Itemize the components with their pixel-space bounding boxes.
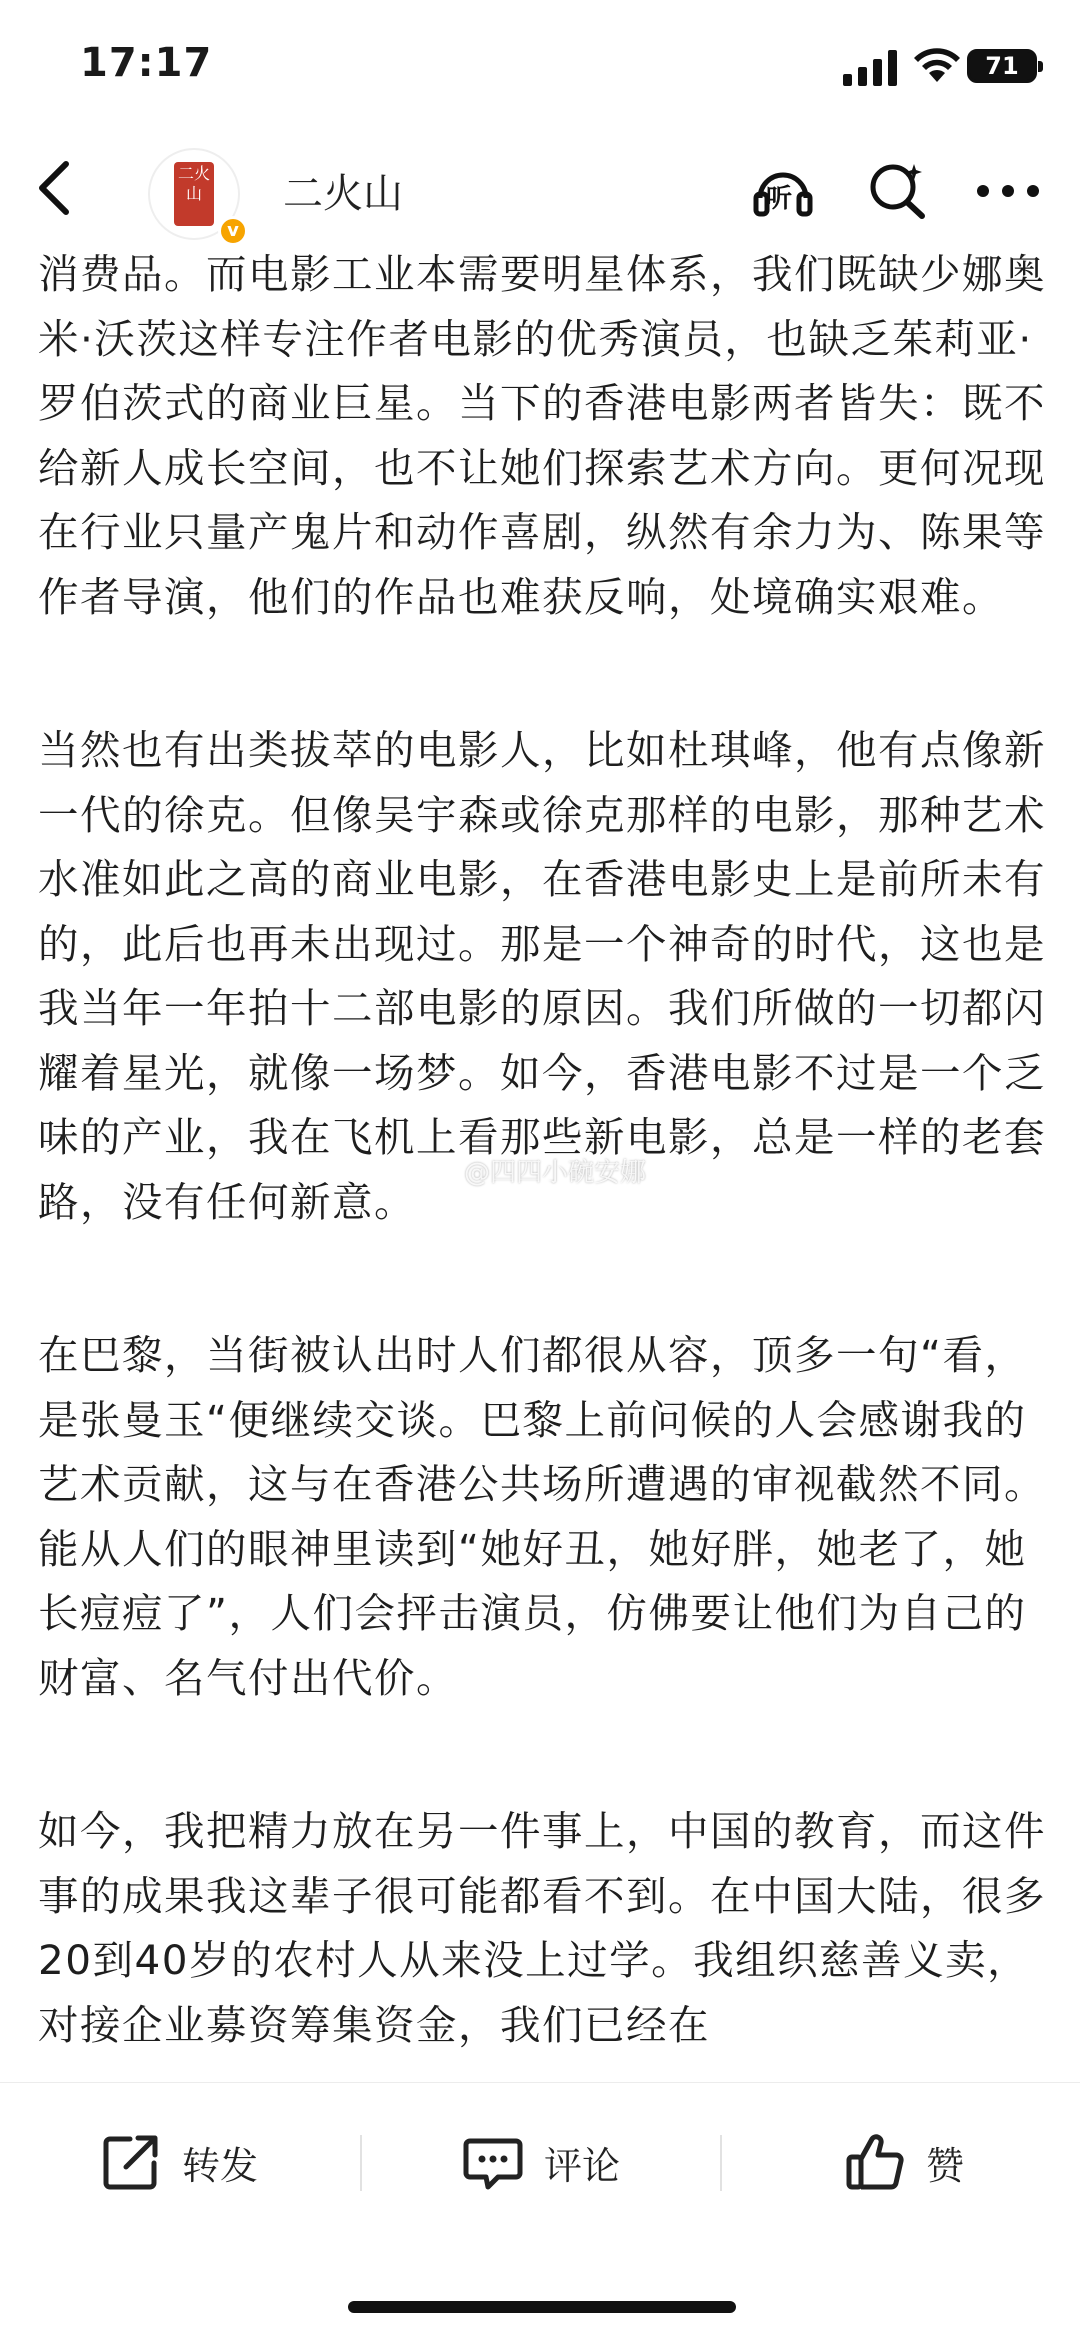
status-time: 17:17	[80, 40, 213, 86]
bottom-action-bar	[0, 2082, 1080, 2339]
status-bar	[0, 0, 1080, 130]
verified-badge: v	[218, 216, 248, 246]
like-button[interactable]	[844, 2127, 964, 2197]
like-label: 赞	[926, 2143, 965, 2188]
divider	[720, 2135, 722, 2191]
username[interactable]: 二火山	[283, 171, 403, 217]
repost-button[interactable]	[100, 2127, 258, 2197]
battery-indicator: 71	[967, 49, 1037, 83]
avatar-logo	[174, 162, 214, 226]
comment-label: 评论	[544, 2143, 621, 2188]
more-icon[interactable]	[976, 184, 1040, 198]
comment-button[interactable]	[462, 2127, 620, 2197]
cellular-signal-icon	[843, 50, 899, 86]
search-icon[interactable]	[866, 158, 928, 220]
repost-icon	[100, 2131, 162, 2193]
paragraph: 当然也有出类拔萃的电影人，比如杜琪峰，他有点像新一代的徐克。但像吴宇森或徐克那样的电影，那种艺术水准如此之高的商业电影，在香港电影史上是前所未有的，此后也再未出现过。那是一个神奇的时代，这也是我当年一年拍十二部电影的原因。我们所做的一切都闪耀着星光，就像一场梦。如今，香港电影不过是一个乏味的产业，我在飞机上看那些新电影，总是一样的老套路，没有任何新意。	[38, 726, 1046, 1226]
watermark: @四四小碗安娜	[464, 1158, 647, 1188]
home-indicator[interactable]	[348, 2301, 736, 2313]
post-header	[0, 130, 1080, 250]
avatar[interactable]	[148, 148, 240, 240]
back-icon[interactable]	[30, 158, 80, 218]
paragraph: 如今，我把精力放在另一件事上，中国的教育，而这件事的成果我这辈子很可能都看不到。在中国大陆，很多20到40岁的农村人从来没上过学。我组织慈善义卖，对接企业募资筹集资金，我们已经在	[38, 1807, 1046, 2049]
comment-icon	[462, 2131, 524, 2193]
thumbs-up-icon	[844, 2131, 906, 2193]
wifi-icon	[912, 44, 962, 84]
divider	[360, 2135, 362, 2191]
repost-label: 转发	[182, 2143, 259, 2188]
avatar-text: 二火山	[177, 164, 210, 203]
listen-label[interactable]: 听	[766, 184, 793, 214]
paragraph: 在巴黎，当街被认出时人们都很从容，顶多一句“看，是张曼玉“便继续交谈。巴黎上前问候的人会感谢我的艺术贡献，这与在香港公共场所遭遇的审视截然不同。能从人们的眼神里读到“她好丑，她好胖，她老了，她长痘痘了”，人们会抨击演员，仿佛要让他们为自己的财富、名气付出代价。	[38, 1331, 1046, 1702]
paragraph: 消费品。而电影工业本需要明星体系，我们既缺少娜奥米·沃茨这样专注作者电影的优秀演员，也缺乏茱莉亚·罗伯茨式的商业巨星。当下的香港电影两者皆失：既不给新人成长空间，也不让她们探索艺术方向。更何况现在行业只量产鬼片和动作喜剧，纵然有余力为、陈果等作者导演，他们的作品也难获反响，处境确实艰难。	[38, 252, 1046, 621]
